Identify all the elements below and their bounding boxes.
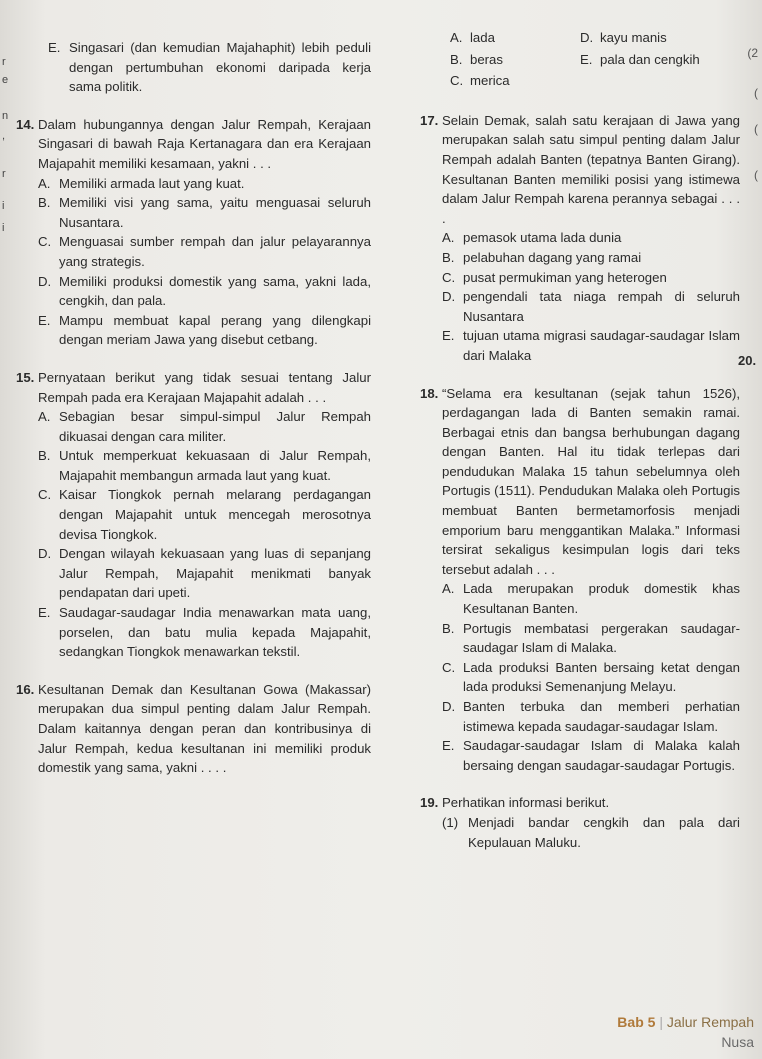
option-d[interactable] [580, 28, 710, 48]
option-text: Menguasai sumber rempah dan jalur pelayarannya yang strategis. [59, 234, 371, 269]
option-letter: C. [442, 269, 456, 285]
option-text: Portugis membatasi pergerakan saudagar-saudagar Islam di Malaka. [463, 620, 740, 656]
option-text: Memiliki visi yang sama, yaitu menguasai seluruh Nusantara. [59, 195, 371, 230]
option-a[interactable] [450, 28, 580, 48]
option-e[interactable] [38, 311, 371, 350]
option-letter: A. [450, 30, 463, 45]
chapter-label: Bab 5 [617, 1014, 656, 1030]
option-text: Lada produksi Banten bersaing ketat dengan lada produksi Semenanjung Melayu. [463, 659, 740, 695]
question-stem: Dalam hubungannya dengan Jalur Rempah, Kerajaan Singasari di bawah Raja Kertanagara dan era Kerajaan Majapahit memiliki kesamaan, yakni . . . [38, 116, 371, 171]
option-letter: B. [38, 448, 51, 464]
options-list [442, 228, 740, 365]
question-number: 17. [420, 112, 439, 128]
option-letter: D. [580, 30, 594, 45]
option-letter: A. [442, 230, 455, 246]
option-text: Saudagar-saudagar Islam di Malaka kalah bersaing dengan saudagar-saudagar Portugis. [463, 738, 740, 773]
question-number: 19. [420, 795, 439, 811]
chapter-subtitle: Nusa [721, 1034, 754, 1050]
question-19 [420, 793, 740, 852]
right-column [420, 28, 740, 870]
question-number: 18. [420, 385, 439, 401]
option-letter: A. [38, 409, 51, 425]
option-text: tujuan utama migrasi saudagar-saudagar Islam dari Malaka [463, 328, 740, 363]
right-edge-marks: (2 ( ( ( [747, 46, 758, 182]
option-d[interactable] [38, 272, 371, 311]
option-c[interactable] [442, 268, 740, 288]
q13-option-e [16, 38, 371, 97]
option-b[interactable] [442, 619, 740, 658]
option-e[interactable] [38, 603, 371, 662]
option-letter: D. [38, 546, 52, 562]
option-letter: B. [38, 195, 51, 211]
option-text: Mampu membuat kapal perang yang dilengkapi dengan meriam Jawa yang disebut cetbang. [59, 312, 371, 348]
options-list [442, 579, 740, 775]
option-c[interactable] [38, 485, 371, 544]
option-a[interactable] [442, 579, 740, 618]
question-stem: Pernyataan berikut yang tidak sesuai tentang Jalur Rempah pada era Kerajaan Majapahit adalah . . . [38, 369, 371, 405]
item-text: Menjadi bandar cengkih dan pala dari Kepulauan Maluku. [468, 814, 740, 850]
option-text: merica [470, 73, 510, 89]
option-text: pala dan cengkih [600, 51, 700, 67]
option-b[interactable] [450, 50, 580, 70]
options-list [38, 174, 371, 350]
option-letter: B. [442, 249, 455, 265]
option-text: pusat permukiman yang heterogen [463, 269, 667, 285]
option-letter: C. [442, 659, 456, 675]
option-a[interactable] [442, 228, 740, 248]
option-d[interactable] [442, 697, 740, 736]
option-text: lada [470, 30, 495, 45]
option-text: Lada merupakan produk domestik khas Kesultanan Banten. [463, 581, 740, 617]
option-letter: B. [450, 51, 463, 67]
option-d[interactable] [442, 287, 740, 326]
chapter-title: Jalur Rempah [666, 1014, 754, 1030]
option-text: pengendali tata niaga rempah di seluruh Nusantara [463, 289, 740, 324]
option-text: Banten terbuka dan memberi perhatian istimewa kepada saudagar-saudagar Islam. [463, 699, 740, 734]
question-stem: Selain Demak, salah satu kerajaan di Jawa yang merupakan salah satu simpul penting dalam Jalur Rempah adalah Banten (tepatnya Banten Girang). Kesultanan Banten memiliki posisi yang istimewa dalam Jalur Rempah karena perannya sebagai . . . . [442, 112, 740, 226]
question-number: 14. [16, 116, 35, 132]
option-b[interactable] [38, 446, 371, 485]
option-letter: D. [442, 699, 456, 714]
option-d[interactable] [38, 544, 371, 603]
option-text: Kaisar Tiongkok pernah melarang perdagangan dengan Majapahit untuk mencegah merosotnya devisa Tiongkok. [59, 487, 371, 542]
option-letter: E. [580, 51, 593, 67]
option-e[interactable] [442, 326, 740, 365]
option-b[interactable] [442, 248, 740, 268]
option-letter: E. [48, 40, 61, 55]
page-footer: Bab 5 | Jalur Rempah Nusa [617, 1014, 754, 1050]
question-number: 15. [16, 369, 35, 385]
option-letter: C. [38, 234, 52, 250]
option-letter: D. [442, 289, 456, 305]
option-c[interactable] [442, 658, 740, 697]
option-text: Dengan wilayah kekuasaan yang luas di sepanjang Jalur Rempah, Majapahit menikmati banyak pendapatan dari upeti. [59, 546, 371, 601]
option-e[interactable] [580, 50, 710, 70]
option-a[interactable] [38, 174, 371, 194]
question-20-number: 20. [738, 353, 757, 368]
question-15 [16, 368, 371, 662]
question-stem: Perhatikan informasi berikut. [442, 795, 610, 811]
option-text: Saudagar-saudagar India menawarkan mata uang, porselen, dan batu mulia kepada Majapahit, sedangkan Tiongkok menawarkan tekstil. [59, 605, 371, 660]
options-list [38, 407, 371, 662]
option-letter: B. [442, 620, 455, 636]
option-c[interactable] [38, 232, 371, 271]
option-text: pemasok utama lada dunia [463, 230, 622, 246]
info-item-1 [442, 813, 740, 852]
question-16 [16, 680, 371, 778]
item-number: (1) [442, 814, 459, 830]
question-stem: Kesultanan Demak dan Kesultanan Gowa (Makassar) merupakan dua simpul penting dalam Jalur Rempah. Dalam kaitannya dengan peran dan kontribusinya di Jalur Rempah, kedua kesultanan ini memiliki produk domestik yang sama, yakni . . . . [38, 681, 371, 776]
option[interactable] [48, 38, 371, 97]
option-letter: E. [38, 312, 51, 328]
option-e[interactable] [442, 736, 740, 775]
question-17 [420, 111, 740, 366]
left-edge-marks: r e n , r i i [2, 56, 9, 234]
option-a[interactable] [38, 407, 371, 446]
option-b[interactable] [38, 193, 371, 232]
option-text: Memiliki armada laut yang kuat. [59, 175, 245, 191]
option-letter: A. [442, 581, 455, 597]
q16-options-grid [450, 28, 740, 91]
option-letter: E. [442, 328, 455, 344]
option-text: Sebagian besar simpul-simpul Jalur Rempah dikuasai dengan cara militer. [59, 409, 371, 444]
option-letter: C. [38, 487, 52, 503]
option-text: pelabuhan dagang yang ramai [463, 249, 642, 265]
option-letter: A. [38, 175, 51, 191]
question-14 [16, 115, 371, 350]
option-text: Memiliki produksi domestik yang sama, yakni lada, cengkih, dan pala. [59, 273, 371, 309]
option-text: Singasari (dan kemudian Majahaphit) lebih peduli dengan pertumbuhan ekonomi daripada kerja sama politik. [69, 40, 371, 95]
option-c[interactable] [450, 71, 580, 91]
option-letter: E. [38, 605, 51, 621]
option-text: beras [470, 51, 503, 67]
left-column [16, 38, 371, 796]
option-letter: D. [38, 273, 52, 289]
option-text: kayu manis [600, 30, 667, 45]
question-18 [420, 384, 740, 776]
option-letter: C. [450, 73, 464, 89]
option-letter: E. [442, 738, 455, 754]
question-number: 16. [16, 681, 35, 697]
info-list [442, 813, 740, 852]
question-stem: “Selama era kesultanan (sejak tahun 1526), perdagangan lada di Banten semakin ramai. Berbagai etnis dan bangsa berhubungan dagang dengan Banten. Hal itu tidak terlepas dari pendudukan Malaka 15 tahun sebelumnya oleh Portugis (1511). Pendudukan Malaka oleh Portugis membuat Banten bermetamorfosis menjadi emporium baru menggantikan Malaka.” Informasi tersirat sekaligus kesimpulan logis dari teks tersebut adalah . . . [442, 385, 740, 577]
option-text: Untuk memperkuat kekuasaan di Jalur Rempah, Majapahit membangun armada laut yang kuat. [59, 448, 371, 483]
